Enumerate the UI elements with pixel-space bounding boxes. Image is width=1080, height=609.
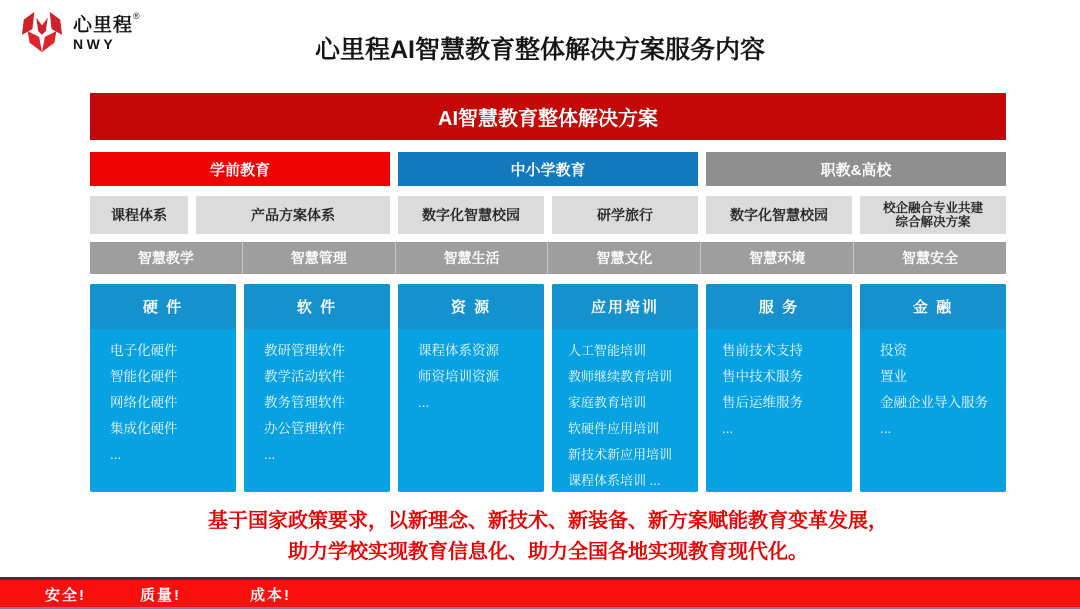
logo-subtitle: NWY: [73, 35, 117, 52]
smart-cell: 智慧生活: [396, 242, 549, 274]
column-title: 硬 件: [90, 284, 236, 329]
column-hardware: [90, 284, 236, 492]
column-item: 教务管理软件: [264, 395, 345, 410]
solution-banner: AI智慧教育整体解决方案: [90, 93, 1006, 140]
column-services: [706, 284, 852, 492]
column-item-list: [860, 329, 1006, 442]
smart-dimension-bar: [90, 242, 1006, 274]
subsegment-box: 课程体系: [90, 196, 188, 234]
column-item: 办公管理软件: [264, 421, 345, 436]
column-item: 投资: [880, 343, 907, 358]
logo-name: 心里程: [73, 14, 134, 36]
subsegment-box: 校企融合专业共建 综合解决方案: [860, 196, 1006, 234]
column-item-list: [706, 329, 852, 442]
column-item: 电子化硬件: [110, 343, 178, 358]
column-item: 新技术新应用培训: [568, 447, 673, 462]
registered-mark: ®: [133, 10, 140, 21]
column-item: 师资培训资源: [418, 369, 499, 384]
subsegment-row: [90, 196, 1006, 234]
solution-diagram: [90, 93, 1006, 568]
column-item: ...: [110, 447, 122, 462]
smart-cell: 智慧管理: [243, 242, 396, 274]
column-training: [552, 284, 698, 492]
bottom-label-quality: 质量!: [140, 587, 181, 604]
subsegment-box: 研学旅行: [552, 196, 698, 234]
segment-k12: 中小学教育: [398, 152, 698, 186]
column-item-list: [398, 329, 544, 416]
bottom-label-cost: 成本!: [250, 587, 291, 604]
subsegment-box: 产品方案体系: [196, 196, 390, 234]
column-item: 家庭教育培训: [568, 395, 647, 410]
column-item: 售中技术服务: [722, 369, 803, 384]
smart-cell: 智慧文化: [548, 242, 701, 274]
column-item: ...: [722, 421, 734, 436]
column-item: 集成化硬件: [110, 421, 178, 436]
column-item: ...: [264, 447, 276, 462]
column-item: 教研管理软件: [264, 343, 345, 358]
column-item: ...: [880, 421, 892, 436]
slogan-line-2: 助力学校实现教育信息化、助力全国各地实现教育现代化。: [288, 541, 808, 563]
smart-cell: 智慧教学: [90, 242, 243, 274]
segment-preschool: 学前教育: [90, 152, 390, 186]
column-item: 软硬件应用培训: [568, 421, 660, 436]
column-item: 售前技术支持: [722, 343, 803, 358]
column-item: 金融企业导入服务: [880, 395, 988, 410]
column-item: 人工智能培训: [568, 343, 647, 358]
segment-vocational: 职教&高校: [706, 152, 1006, 186]
column-item: 课程体系资源: [418, 343, 499, 358]
column-finance: [860, 284, 1006, 492]
segment-header-row: [90, 152, 1006, 186]
column-software: [244, 284, 390, 492]
column-item: 网络化硬件: [110, 395, 178, 410]
column-item-list: [90, 329, 236, 468]
policy-slogan: [90, 506, 1006, 568]
subsegment-box: 数字化智慧校园: [706, 196, 852, 234]
column-item: 教师继续教育培训: [568, 369, 673, 384]
column-item: 置业: [880, 369, 907, 384]
smart-cell: 智慧安全: [902, 250, 959, 266]
column-item-list: [552, 329, 698, 492]
bottom-label-safety: 安全!: [45, 587, 86, 604]
slogan-line-1: 基于国家政策要求，以新理念、新技术、新装备、新方案赋能教育变革发展，: [208, 510, 888, 532]
offering-columns: [90, 284, 1006, 492]
column-title: 应用培训: [552, 284, 698, 329]
smart-cell: 智慧环境: [701, 242, 854, 274]
subsegment-box: 数字化智慧校园: [398, 196, 544, 234]
column-title: 软 件: [244, 284, 390, 329]
column-item-list: [244, 329, 390, 468]
bottom-bar: [0, 577, 1080, 609]
column-item: 教学活动软件: [264, 369, 345, 384]
column-resources: [398, 284, 544, 492]
page-title: 心里程AI智慧教育整体解决方案服务内容: [314, 36, 765, 64]
column-title: 金 融: [860, 284, 1006, 329]
column-item: 售后运维服务: [722, 395, 803, 410]
bottom-red-bar: [0, 580, 1080, 607]
column-item: 智能化硬件: [110, 369, 178, 384]
column-item: 课程体系培训 ...: [568, 473, 661, 488]
column-item: ...: [418, 395, 430, 410]
column-title: 服 务: [706, 284, 852, 329]
column-title: 资 源: [398, 284, 544, 329]
